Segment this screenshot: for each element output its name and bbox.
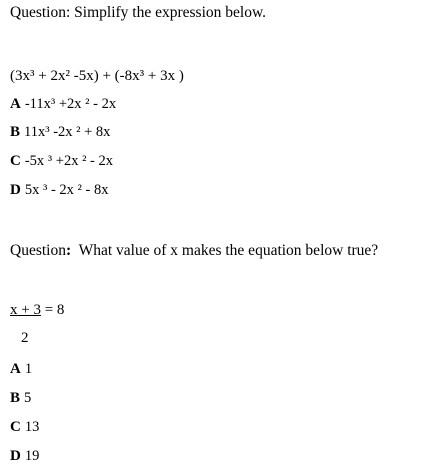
choice-text: 5x ³ - 2x ² - 8x — [24, 182, 109, 198]
choice-letter: B — [10, 124, 21, 140]
equation-denominator: 2 — [21, 330, 29, 346]
choice-text: 19 — [24, 448, 40, 464]
choice-letter: D — [10, 182, 21, 198]
question-1-prompt: Simplify the expression below. — [70, 4, 267, 21]
choice-text: 1 — [24, 361, 33, 377]
question-2-label: Question — [10, 242, 66, 259]
choice-text: -5x ³ +2x ² - 2x — [24, 153, 113, 169]
choice-letter: B — [10, 390, 21, 406]
question-2-choice-c[interactable] — [10, 418, 39, 436]
question-1-heading — [10, 4, 266, 22]
question-2-colon: : — [65, 242, 72, 259]
question-2-choice-a[interactable] — [10, 360, 32, 378]
choice-text: 11x³ -2x ² + 8x — [24, 124, 111, 140]
question-2-heading — [10, 242, 378, 260]
question-1-expression: (3x³ + 2x² -5x) + (-8x³ + 3x ) — [10, 68, 184, 84]
equation-numerator: x + 3 — [10, 302, 41, 318]
choice-text: 13 — [24, 419, 40, 435]
question-1-choice-c[interactable] — [10, 152, 113, 170]
question-1-choice-a[interactable] — [10, 95, 116, 113]
choice-text: -11x³ +2x ² - 2x — [24, 96, 117, 112]
choice-letter: A — [10, 96, 21, 112]
choice-letter: A — [10, 361, 21, 377]
choice-letter: C — [10, 419, 21, 435]
choice-letter: D — [10, 448, 21, 464]
choice-letter: C — [10, 153, 21, 169]
question-2-equation — [10, 301, 64, 319]
question-2-prompt: What value of x makes the equation below true? — [71, 242, 379, 259]
question-1-choice-d[interactable] — [10, 181, 108, 199]
equation-equals: = 8 — [40, 302, 65, 318]
question-1-label: Question: — [10, 4, 71, 21]
question-1-choice-b[interactable] — [10, 123, 110, 141]
choice-text: 5 — [24, 390, 32, 406]
question-2-choice-b[interactable] — [10, 389, 31, 407]
question-2-choice-d[interactable] — [10, 447, 39, 465]
